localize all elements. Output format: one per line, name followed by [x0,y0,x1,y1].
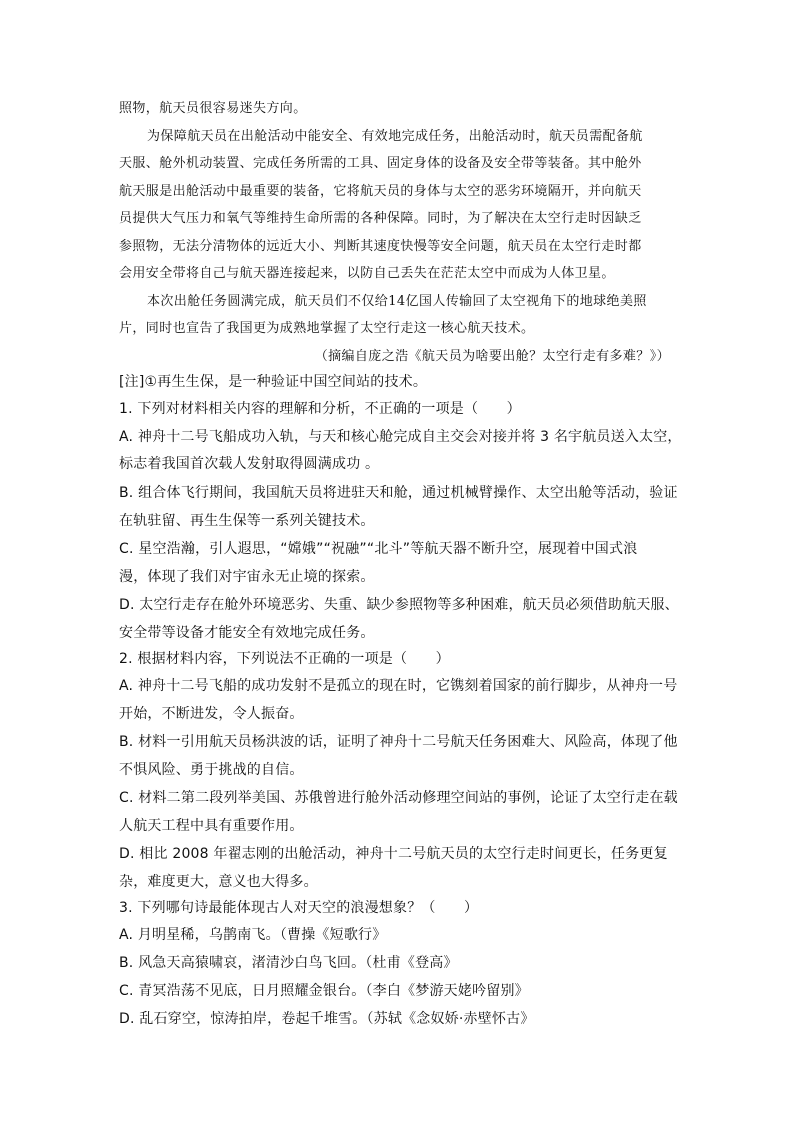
question-3-option-d: D. 乱石穿空，惊涛拍岸，卷起千堆雪。（苏轼《念奴娇·赤壁怀古》 [119,1011,535,1027]
question-3-option-c: C. 青冥浩荡不见底，日月照耀金银台。（李白《梦游天姥吟留别》 [119,983,529,999]
note: [注]①再生生保，是一种验证中国空间站的技术。 [119,374,428,390]
question-3-option-a: A. 月明星稀，乌鹊南飞。（曹操《短歌行》 [119,927,387,943]
question-2-option-a-cont: 开始，不断进发，令人振奋。 [119,706,304,722]
passage-line: 参照物，无法分清物体的远近大小、判断其速度快慢等安全问题，航天员在太空行走时都 [119,239,642,254]
question-1-option-a: A. 神舟十二号飞船成功入轨，与天和核心舱完成自主交会对接并将 3 名宇航员送入太空， [119,429,682,445]
passage-line: 为保障航天员在出舱活动中能安全、有效地完成任务，出舱活动时，航天员需配备航 [147,129,643,144]
passage-line: 本次出舱任务圆满完成，航天员们不仅给14亿国人传输回了太空视角下的地球绝美照 [147,294,647,309]
question-2-option-c: C. 材料二第二段列举美国、苏俄曾进行舱外活动修理空间站的事例，论证了太空行走在载 [119,790,678,806]
question-1-option-b-cont: 在轨驻留、再生生保等一系列关键技术。 [119,513,375,529]
question-2-option-b-cont: 不惧风险、勇于挑战的自信。 [119,762,304,778]
passage-line: 片，同时也宣告了我国更为成熟地掌握了太空行走这一核心航天技术。 [119,321,535,336]
question-2-option-d-cont: 杂，难度更大，意义也大得多。 [119,874,318,890]
question-1-option-a-cont: 标志着我国首次载人发射取得圆满成功 。 [119,456,380,472]
passage-source: （摘编自庞之浩《航天员为啥要出舱？太空行走有多难？》） [314,349,670,364]
question-3-option-b: B. 风急天高猿啸哀，渚清沙白鸟飞回。（杜甫《登高》 [119,955,458,971]
passage-line: 员提供大气压力和氧气等维持生命所需的各种保障。同时，为了解决在太空行走时因缺乏 [119,211,642,226]
passage-line: 会用安全带将自己与航天器连接起来，以防自己丢失在茫茫太空中而成为人体卫星。 [119,266,615,281]
question-1-option-c: C. 星空浩瀚，引人遐思，“嫦娥”“祝融”“北斗”等航天器不断升空，展现着中国式浪 [119,541,638,557]
question-2-option-d: D. 相比 2008 年翟志刚的出舱活动，神舟十二号航天员的太空行走时间更长，任务更复 [119,846,668,862]
passage-line: 航天服是出舱活动中最重要的装备，它将航天员的身体与太空的恶劣环境隔开，并向航天 [119,184,642,199]
question-1-option-d: D. 太空行走存在舱外环境恶劣、失重、缺少参照物等多种困难，航天员必须借助航天服、 [119,597,679,613]
question-1-option-c-cont: 漫，体现了我们对宇宙永无止境的探索。 [119,569,375,585]
passage-line: 天服、舱外机动装置、完成任务所需的工具、固定身体的设备及安全带等装备。其中舱外 [119,156,642,171]
question-3-stem: 3. 下列哪句诗最能体现古人对天空的浪漫想象？（ ） [119,900,479,916]
question-1-option-d-cont: 安全带等设备才能安全有效地完成任务。 [119,625,375,641]
passage-line: 照物，航天员很容易迷失方向。 [119,101,307,116]
question-2-option-b: B. 材料一引用航天员杨洪波的话，证明了神舟十二号航天任务困难大、风险高，体现了他 [119,734,678,750]
question-1-stem: 1. 下列对材料相关内容的理解和分析，不正确的一项是（ ） [119,401,521,417]
question-1-option-b: B. 组合体飞行期间，我国航天员将进驻天和舱，通过机械臂操作、太空出舱等活动，验证 [119,485,678,501]
question-2-option-a: A. 神舟十二号飞船的成功发射不是孤立的现在时，它镌刻着国家的前行脚步，从神舟一号 [119,678,678,694]
question-2-stem: 2. 根据材料内容，下列说法不正确的一项是（ ） [119,651,450,667]
question-2-option-c-cont: 人航天工程中具有重要作用。 [119,818,304,834]
